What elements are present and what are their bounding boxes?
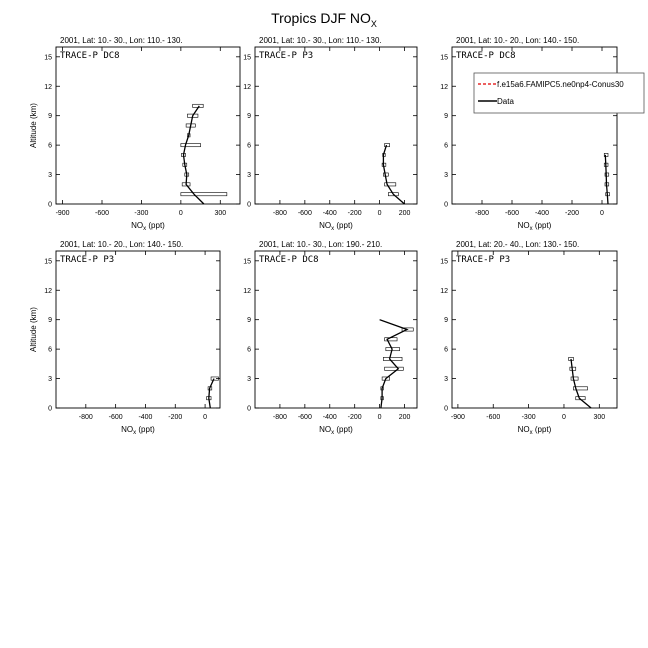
panel-2 (243, 36, 417, 232)
figure-title (271, 10, 377, 29)
y-tick-label: 3 (48, 376, 52, 384)
y-tick-label: 12 (44, 83, 52, 91)
plot-frame (255, 251, 417, 408)
x-axis-label-sub: x (331, 430, 335, 436)
error-bar (181, 144, 201, 147)
y-tick-label: 12 (440, 83, 448, 91)
panel-title: 2001, Lat: 10.- 20., Lon: 140.- 150. (456, 36, 580, 45)
error-bar (383, 357, 402, 360)
x-axis-label (131, 221, 165, 232)
panel-6 (440, 240, 617, 436)
campaign-label: TRACE-P DC8 (60, 51, 120, 61)
x-tick-label: -200 (347, 210, 362, 217)
x-axis-label-unit: (ppt) (334, 221, 353, 230)
error-bar (181, 193, 227, 196)
x-tick-label: 0 (377, 210, 382, 217)
y-tick-label: 3 (48, 172, 52, 180)
y-tick-label: 12 (44, 287, 52, 295)
x-tick-label: 300 (214, 210, 227, 217)
data-series-line (380, 320, 407, 408)
plot-frame (56, 251, 220, 408)
x-axis-label-sub: x (331, 226, 335, 232)
x-tick-label: -800 (272, 210, 287, 217)
error-bar (571, 377, 578, 380)
x-tick-label: -200 (564, 210, 580, 217)
x-tick-label: -600 (297, 210, 312, 217)
campaign-label: TRACE-P P3 (456, 255, 511, 265)
x-tick-label: -800 (78, 414, 93, 421)
y-tick-label: 12 (243, 83, 251, 91)
panel-1 (29, 36, 240, 232)
x-axis-label-unit: (ppt) (334, 425, 353, 434)
data-series-line (209, 379, 214, 408)
data-series-line (184, 106, 204, 204)
legend (474, 73, 644, 113)
x-tick-label: -600 (486, 414, 501, 421)
x-tick-label: -400 (322, 210, 337, 217)
figure-title-main: Tropics DJF NO (271, 10, 371, 26)
campaign-label: TRACE-P P3 (259, 51, 314, 61)
y-tick-label: 9 (247, 317, 251, 325)
legend-box (474, 73, 644, 113)
x-tick-label: -900 (450, 414, 465, 421)
y-tick-label: 9 (444, 113, 448, 121)
y-tick-label: 12 (440, 287, 448, 295)
y-tick-label: 15 (440, 258, 448, 266)
x-tick-label: -900 (55, 210, 70, 217)
panel-title: 2001, Lat: 10.- 30., Lon: 190.- 210. (259, 240, 383, 249)
legend-label-data: Data (497, 97, 514, 106)
y-tick-label: 9 (444, 317, 448, 325)
x-axis-label (319, 221, 353, 232)
plot-frame (255, 47, 417, 204)
panel-title: 2001, Lat: 10.- 30., Lon: 110.- 130. (60, 36, 183, 45)
y-tick-label: 0 (247, 201, 251, 209)
x-tick-label: -200 (168, 414, 183, 421)
y-tick-label: 3 (444, 376, 448, 384)
x-tick-label: 200 (398, 414, 411, 421)
data-series-line (383, 145, 404, 204)
panel-4 (29, 240, 220, 436)
x-tick-label: 0 (203, 414, 208, 421)
y-tick-label: 6 (48, 142, 52, 150)
y-axis-label: Altitude (km) (29, 103, 38, 148)
y-tick-label: 0 (247, 405, 251, 413)
x-tick-label: -200 (347, 414, 362, 421)
x-tick-label: -600 (94, 210, 110, 217)
y-tick-label: 3 (444, 172, 448, 180)
panel-title: 2001, Lat: 20.- 40., Lon: 130.- 150. (456, 240, 580, 249)
data-series-line (605, 155, 608, 204)
legend-label-model: f.e15a6.FAMIPC5.ne0np4-Conus30 (497, 80, 624, 89)
x-tick-label: 300 (593, 414, 606, 421)
x-tick-label: -800 (474, 210, 490, 217)
panel-title: 2001, Lat: 10.- 30., Lon: 110.- 130. (259, 36, 382, 45)
y-tick-label: 9 (48, 113, 52, 121)
x-tick-label: -600 (297, 414, 312, 421)
x-tick-label: -400 (322, 414, 337, 421)
y-tick-label: 15 (243, 258, 251, 266)
campaign-label: TRACE-P P3 (60, 255, 115, 265)
campaign-label: TRACE-P DC8 (259, 255, 319, 265)
error-bar (385, 367, 404, 370)
x-axis-label (319, 425, 353, 436)
panel-5 (243, 240, 417, 436)
x-axis-label-main: NO (517, 425, 530, 434)
y-tick-label: 6 (247, 142, 251, 150)
y-tick-label: 0 (444, 405, 448, 413)
x-axis-label (518, 425, 552, 436)
y-tick-label: 3 (247, 376, 251, 384)
x-axis-label-main: NO (131, 221, 144, 230)
x-tick-label: 200 (398, 210, 411, 217)
x-axis-label-sub: x (133, 430, 137, 436)
y-tick-label: 6 (444, 142, 448, 150)
x-tick-label: -300 (134, 210, 149, 217)
x-tick-label: -400 (534, 210, 550, 217)
y-tick-label: 3 (247, 172, 251, 180)
panel-title: 2001, Lat: 10.- 20., Lon: 140.- 150. (60, 240, 184, 249)
plot-frame (56, 47, 240, 204)
x-tick-label: -600 (108, 414, 123, 421)
y-tick-label: 15 (44, 258, 52, 266)
y-tick-label: 15 (243, 54, 251, 62)
y-tick-label: 0 (48, 201, 52, 209)
y-tick-label: 9 (247, 113, 251, 121)
y-tick-label: 15 (44, 54, 52, 62)
panel-3 (440, 36, 617, 232)
y-tick-label: 0 (444, 201, 448, 209)
x-axis-label-sub: x (143, 226, 147, 232)
y-tick-label: 12 (243, 287, 251, 295)
x-axis-label-main: NO (319, 221, 332, 230)
y-tick-label: 0 (48, 405, 52, 413)
x-axis-label-sub: x (529, 430, 533, 436)
y-tick-label: 9 (48, 317, 52, 325)
x-axis-label-unit: (ppt) (532, 425, 552, 434)
x-tick-label: -800 (272, 414, 287, 421)
x-axis-label-main: NO (517, 221, 530, 230)
y-tick-label: 6 (247, 346, 251, 354)
x-tick-label: 0 (377, 414, 382, 421)
x-tick-label: 0 (600, 210, 604, 217)
x-axis-label-main: NO (319, 425, 332, 434)
y-tick-label: 6 (444, 346, 448, 354)
figure-title-sub: X (370, 19, 377, 29)
x-tick-label: -300 (521, 414, 536, 421)
x-tick-label: -600 (504, 210, 520, 217)
y-axis-label: Altitude (km) (29, 307, 38, 352)
x-tick-label: 0 (562, 414, 566, 421)
x-axis-label (121, 425, 155, 436)
x-axis-label-unit: (ppt) (532, 221, 552, 230)
plot-frame (452, 251, 617, 408)
x-tick-label: 0 (178, 210, 183, 217)
campaign-label: TRACE-P DC8 (456, 51, 516, 61)
data-series-line (571, 359, 591, 408)
x-axis-label-main: NO (121, 425, 134, 434)
x-axis-label (518, 221, 552, 232)
plot-frame (452, 47, 617, 204)
x-axis-label-unit: (ppt) (136, 425, 155, 434)
y-tick-label: 15 (440, 54, 448, 62)
x-axis-label-sub: x (529, 226, 533, 232)
x-tick-label: -400 (138, 414, 153, 421)
error-bar (385, 144, 390, 147)
y-tick-label: 6 (48, 346, 52, 354)
x-axis-label-unit: (ppt) (146, 221, 165, 230)
